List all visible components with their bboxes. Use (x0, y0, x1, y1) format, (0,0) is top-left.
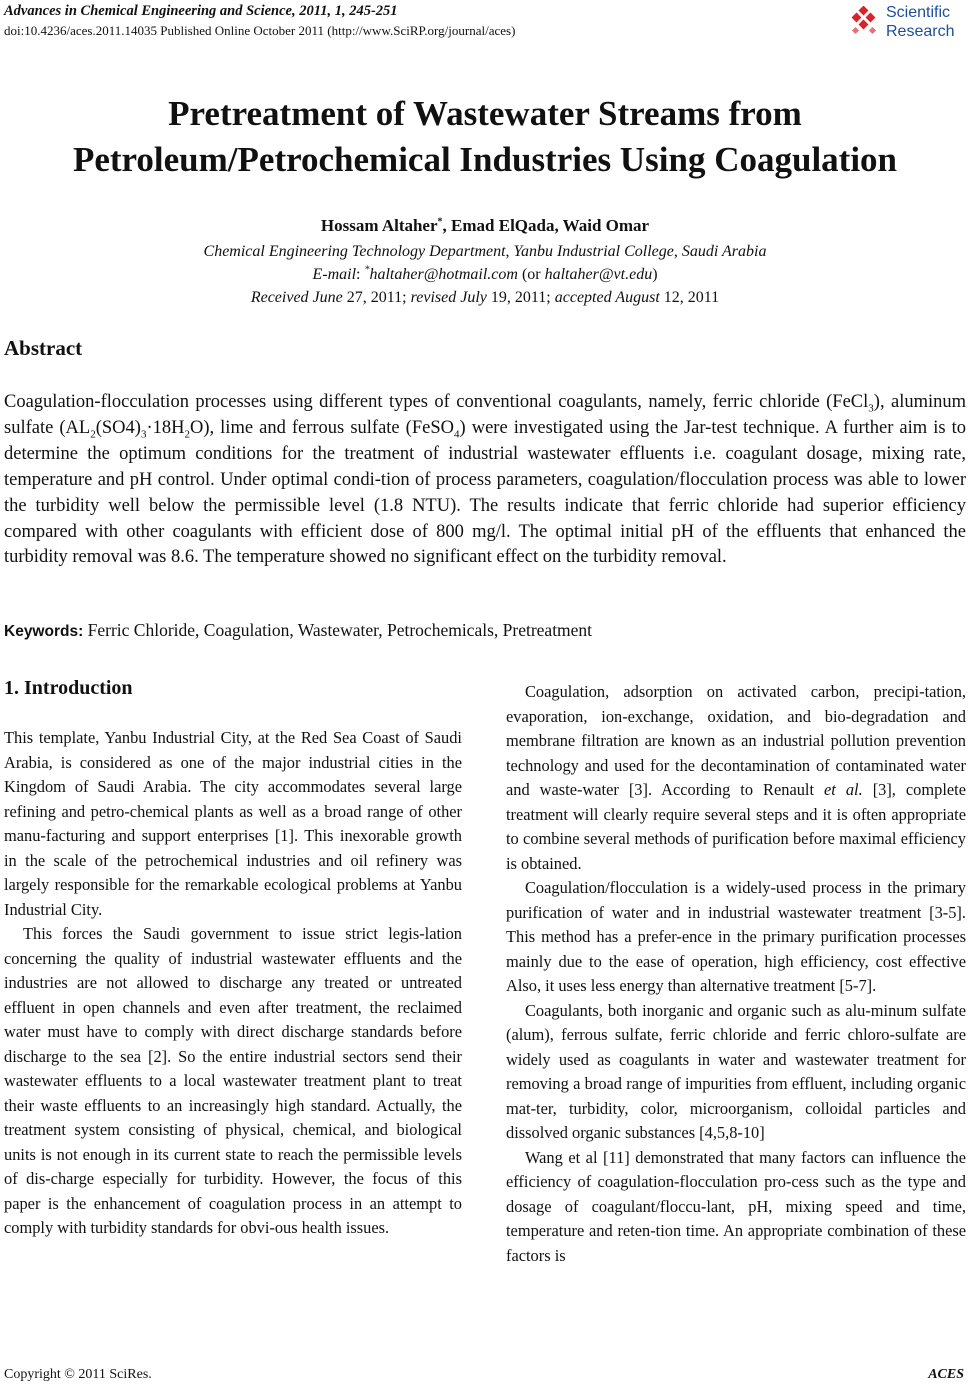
column-right (506, 680, 966, 1268)
paper-title-line1: Pretreatment of Wastewater Streams from (168, 94, 802, 133)
affiliation-sep: , (673, 243, 682, 260)
abstract-body (4, 390, 966, 571)
paragraph-etal: et al. (824, 780, 863, 799)
paragraph: Coagulation/flocculation is a widely-used process in the primary purification of water and in industrial wastewater treatment [3-5]. This method has a prefer-ence in the primary purification processes mainly due to the ease of operation, high efficiency, cost effective Also, it uses less energy than alternative treatment [5-7]. (506, 878, 966, 995)
abstract-sub: 3 (140, 428, 147, 441)
logo-text-scientific: Scientific (886, 4, 951, 21)
email-secondary: haltaher@vt.edu (544, 266, 653, 283)
publisher-logo (850, 2, 968, 42)
accepted-date: 12, 2011 (659, 289, 720, 306)
affiliation-sep: , (505, 243, 514, 260)
email-primary: haltaher@hotmail.com (369, 266, 518, 283)
journal-volume: , 2011, 1, 245-251 (292, 3, 398, 19)
affiliation-country: Saudi Arabia (681, 243, 767, 260)
journal-citation (4, 3, 398, 20)
keywords-line (4, 620, 592, 641)
keywords-label: Keywords: (4, 623, 84, 640)
publisher-logo-icon (850, 6, 880, 36)
paragraph-text: [3], complete treatment will clearly require several steps and it is often appropriate to combine several methods of purification before maximal efficiency is obtained. (506, 780, 966, 873)
email-or: (or (517, 266, 545, 283)
author-first: Hossam Altaher (320, 216, 438, 235)
author-rest: , Emad ElQada, Waid Omar (442, 216, 650, 235)
abstract-heading: Abstract (4, 336, 83, 360)
affiliation-college: Yanbu Industrial College (513, 243, 674, 260)
corresponding-mark: * (437, 216, 443, 228)
affiliation-dept: Chemical Engineering Technology Department (203, 243, 506, 260)
email-mark: * (364, 264, 370, 276)
email-close: ) (652, 266, 658, 283)
abstract-text: ), aluminum sulfate (AL (4, 392, 967, 438)
paragraph: Wang et al [11] demonstrated that many factors can influence the efficiency of coagulation-flocculation pro-cess such as the type and dosage of coagulant/floccu-lant, pH, mixing speed and time, temperature and reten-tion time. An appropriate combination of these factors is (506, 1147, 966, 1265)
abstract-text: (SO4) (95, 417, 141, 438)
author-list (0, 216, 970, 236)
email-label: E-mail (312, 266, 357, 283)
paragraph-text: Coagulation, adsorption on activated carbon, precipi-tation, evaporation, ion-exchange, oxidation, and bio-degradation and membrane filtration are known as an industrial pollution prevention technology and used for the decontamination of contaminated water and waste-water [3]. According to Renault (506, 682, 966, 799)
keywords-text: Ferric Chloride, Coagulation, Wastewater, Petrochemicals, Pretreatment (83, 620, 593, 640)
abstract-sub: 2 (184, 428, 190, 441)
abstract-sub: 2 (90, 428, 96, 441)
column-left (4, 726, 462, 1241)
revised-date: 19, 2011; (486, 289, 555, 306)
revised-label: revised July (410, 289, 487, 306)
abstract-text: O), lime and ferrous sulfate (FeSO (189, 417, 454, 438)
paragraph (506, 680, 966, 876)
abstract-text: Coagulation-flocculation processes using different types of conventional coagulants, namely, ferric chloride (FeCl (4, 392, 869, 412)
received-date: 27, 2011; (342, 289, 411, 306)
abstract-sub: 4 (454, 428, 460, 441)
accepted-label: accepted August (554, 289, 660, 306)
logo-text-research: Research (886, 23, 955, 40)
abstract-sub: 3 (868, 402, 874, 415)
section-heading-introduction: 1. Introduction (4, 677, 133, 699)
footer-copyright: Copyright © 2011 SciRes. (4, 1367, 152, 1382)
paper-title-line2: Petroleum/Petrochemical Industries Using Coagulation (72, 140, 898, 179)
paragraph: This forces the Saudi government to issue strict legis-lation concerning the quality of industrial wastewater effluents and the industries are not allowed to discharge any treated or untreated effluent in open channels and even after treatment, the reclaimed water must have to comply with direct discharge standards before discharge to the sea [2]. So the entire industrial sectors send their wastewater effluents to a local wastewater treatment plant to treat their waste effluents to an increasingly high standard. Actually, the treatment system consisting of physical, chemical, and biological units is not enough in its current state to reach the permissible levels of dis-charge especially for turbidity. However, the focus of this paper is the enhancement of coagulation process in an attempt to comply with turbidity standards for obvi-ous health issues. (4, 924, 462, 1237)
abstract-text: ) were investigated using the Jar-test technique. A further aim is to determine the optimum conditions for the treatment of industrial wastewater effluents i.e. coagulant dosage, mixing rate, temperature and pH control. Under optimal condi-tion of process parameters, coagulation/flocculation process was able to lower the turbidity well below the permissible level (1.8 NTU). The results indicate that ferric chloride had superior efficiency compared with other coagulants with efficient dose of 800 mg/l. The optimal initial pH of the effluents that enhanced the turbidity removal was 8.6. The temperature showed no significant effect on the turbidity removal. (4, 417, 966, 568)
email-colon: : (356, 266, 365, 283)
abstract-text: ·18H (146, 417, 185, 438)
received-label: Received June (250, 289, 343, 306)
affiliation (0, 243, 970, 261)
doi-line: doi:10.4236/aces.2011.14035 Published Online October 2011 (http://www.SciRP.org/journal/aces) (4, 23, 516, 38)
paragraph: Coagulants, both inorganic and organic such as alu-minum sulfate (alum), ferrous sulfate, ferric chloride and ferric chloro-sulfate are widely used as coagulants in water and wastewater treatment for removing a broad range of impurities from effluent, including organic mat-ter, turbidity, color, microorganism, colloidal particles and dissolved organic substances [4,5,8-10] (506, 1000, 966, 1142)
dates-line (0, 289, 970, 307)
footer-journal: ACES (928, 1367, 964, 1382)
journal-name: Advances in Chemical Engineering and Science (4, 3, 292, 19)
email-line (0, 266, 970, 284)
paragraph: This template, Yanbu Industrial City, at the Red Sea Coast of Saudi Arabia, is considered as one of the major industrial cities in the Kingdom of Saudi Arabia. The city accommodates several large refining and petro-chemical plants as well as a broad range of other manu-facturing and support enterprises [1]. This inexorable growth in the scale of the petrochemical industries and oil refinery was largely responsible for the remarkable ecological problems at Yanbu Industrial City. (4, 728, 462, 919)
